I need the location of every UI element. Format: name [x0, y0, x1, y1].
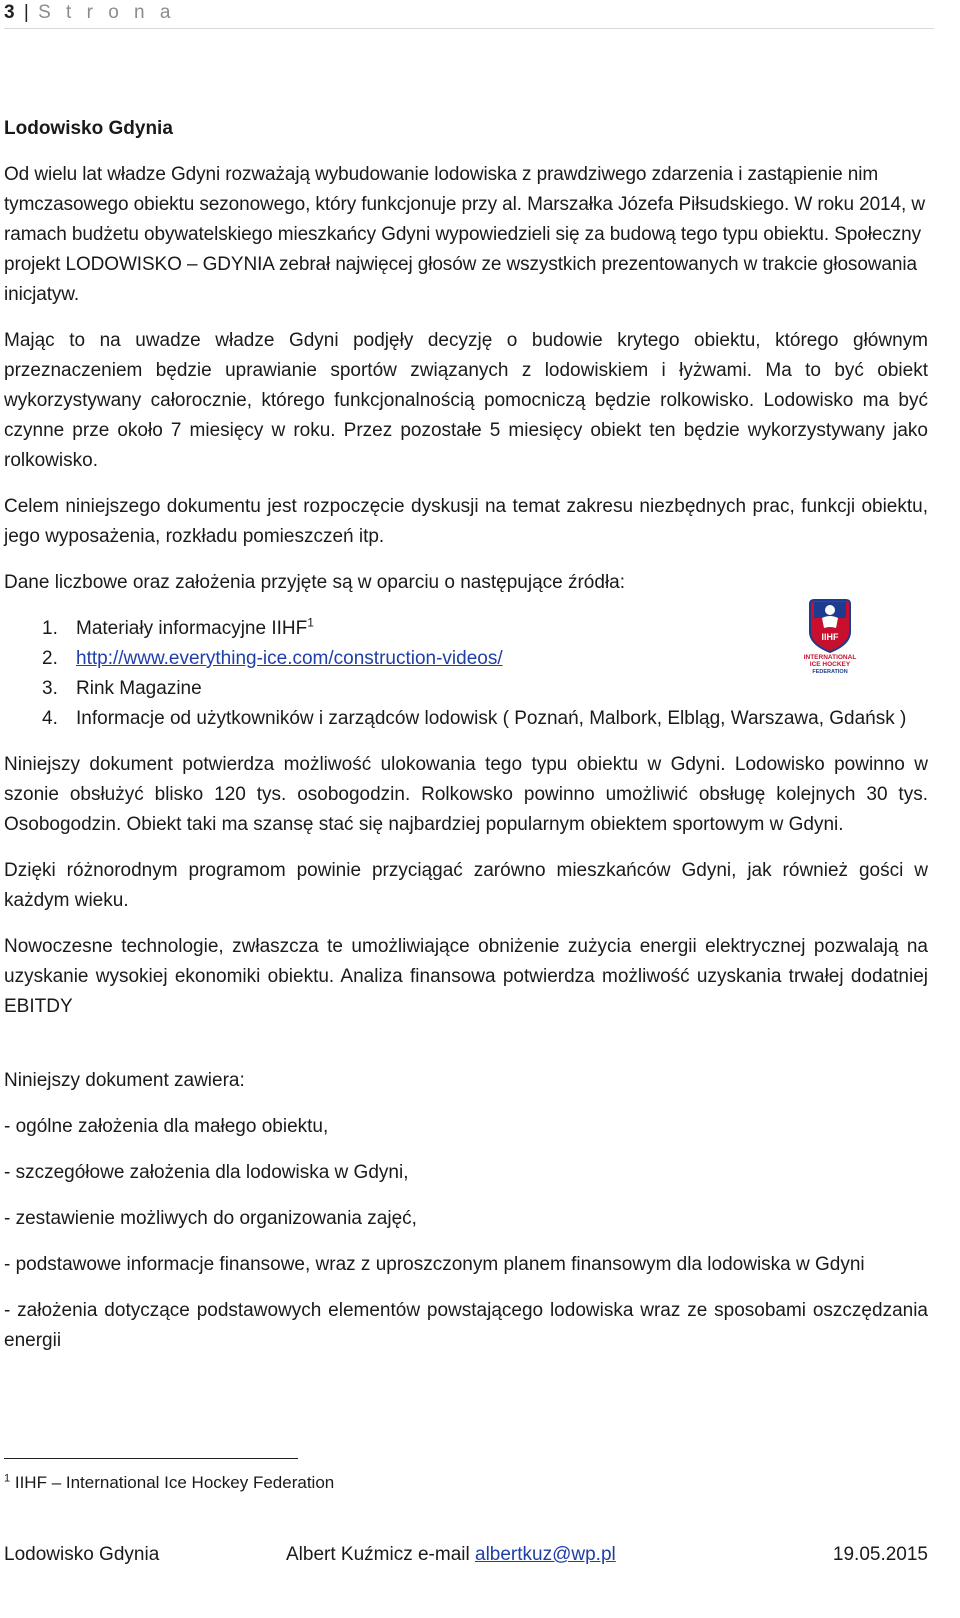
document-body [4, 114, 928, 1356]
list-number: 3. [42, 678, 58, 699]
contents-item: - podstawowe informacje finansowe, wraz z uproszczonym planem finansowym dla lodowiska w Gdyni [4, 1254, 865, 1275]
paragraph-sources-intro: Dane liczbowe oraz założenia przyjęte są w oparciu o następujące źródła: [4, 572, 626, 593]
contents-item: - zestawienie możliwych do organizowania zajęć, [4, 1208, 417, 1229]
footnote-divider [4, 1458, 298, 1459]
list-number: 4. [42, 708, 58, 729]
footer-author: Albert Kuźmicz e-mail [286, 1544, 475, 1565]
sources-list [4, 614, 928, 734]
iihf-logo [800, 598, 860, 674]
contents-item: - szczegółowe założenia dla lodowiska w Gdyni, [4, 1162, 409, 1183]
list-item [4, 674, 928, 704]
page-number: 3 [4, 2, 15, 23]
paragraph-programs: Dzięki różnorodnym programom powinie przyciągać zarówno mieszkańców Gdyni, jak również gości w każdym wieku. [4, 860, 928, 911]
source-text: Informacje od użytkowników i zarządców lodowisk ( Poznań, Malbork, Elbląg, Warszawa, Gdańsk ) [76, 708, 907, 729]
logo-text-line2: ICE HOCKEY [809, 661, 851, 668]
list-item [4, 704, 928, 734]
source-link[interactable]: http://www.everything-ice.com/construction-videos/ [76, 648, 503, 669]
iihf-logo-graphic [800, 598, 860, 674]
logo-badge: IIHF [821, 632, 839, 642]
footer-email-link[interactable]: albertkuz@wp.pl [475, 1544, 616, 1565]
contents-intro: Niniejszy dokument zawiera: [4, 1070, 245, 1091]
source-text: Materiały informacyjne IIHF [76, 618, 308, 639]
footnote-text: IIHF – International Ice Hockey Federation [14, 1473, 335, 1492]
footnote-ref[interactable]: 1 [307, 615, 314, 630]
page-header [4, 0, 934, 29]
list-number: 1. [42, 618, 58, 639]
paragraph-feasibility: Niniejszy dokument potwierdza możliwość ulokowania tego typu obiektu w Gdyni. Lodowisko powinno w szonie obsłużyć blisko 120 tys. osobogodzin. Rolkowsko powinno umożliwić obsługę kolejnych 30 tys. Osobogodzin. Obiekt taki ma szansę stać się najbardziej popularnym obiektem sportowym w Gdyni. [4, 754, 928, 835]
contents-item: - ogólne założenia dla małego obiektu, [4, 1116, 329, 1137]
logo-text-line3: FEDERATION [812, 669, 848, 674]
footer-date: 19.05.2015 [832, 1544, 928, 1565]
source-text: Rink Magazine [76, 678, 202, 699]
paragraph-intro: Od wielu lat władze Gdyni rozważają wybudowanie lodowiska z prawdziwego zdarzenia i zastąpienie nim tymczasowego obiektu sezonowego, który funkcjonuje przy al. Marszałka Józefa Piłsudskiego. W roku 2014, w ramach budżetu obywatelskiego mieszkańcy Gdyni wypowiedzieli się za budową tego typu obiektu. Społeczny projekt LODOWISKO – GDYNIA zebrał najwięcej głosów ze wszystkich prezentowanych w trakcie głosowania inicjatyw. [4, 164, 925, 305]
paragraph-purpose: Celem niniejszego dokumentu jest rozpoczęcie dyskusji na temat zakresu niezbędnych prac, funkcji obiektu, jego wyposażenia, rozkładu pomieszczeń itp. [4, 496, 928, 547]
list-number: 2. [42, 648, 58, 669]
paragraph-decision: Mając to na uwadze władze Gdyni podjęły decyzję o budowie krytego obiektu, którego głównym przeznaczeniem będzie uprawianie sportów związanych z lodowiskiem i łyżwami. Ma to być obiekt wykorzystywany całorocznie, którego funkcjonalnością pomocniczą będzie rolkowisko. Lodowisko ma być czynne prze około 7 miesięcy w roku. Przez pozostałe 5 miesięcy obiekt ten będzie wykorzystywany jako rolkowisko. [4, 330, 928, 471]
footnote [4, 1470, 334, 1496]
footnote-number: 1 [4, 1472, 11, 1485]
page-footer [4, 1541, 928, 1569]
document-title: Lodowisko Gdynia [4, 118, 173, 139]
page-label: S t r o n a [38, 2, 176, 23]
footer-title: Lodowisko Gdynia [4, 1544, 160, 1565]
paragraph-technology: Nowoczesne technologie, zwłaszcza te umożliwiające obniżenie zużycia energii elektrycznej pozwalają na uzyskanie wysokiej ekonomiki obiektu. Analiza finansowa potwierdza możliwość uzyskania trwałej dodatniej EBITDY [4, 936, 928, 1017]
list-item [4, 644, 928, 674]
list-item [4, 614, 928, 644]
logo-text-line1: INTERNATIONAL [803, 654, 857, 661]
contents-item: - założenia dotyczące podstawowych elementów powstającego lodowiska wraz ze sposobami oszczędzania energii [4, 1300, 928, 1351]
header-separator: | [23, 2, 29, 23]
